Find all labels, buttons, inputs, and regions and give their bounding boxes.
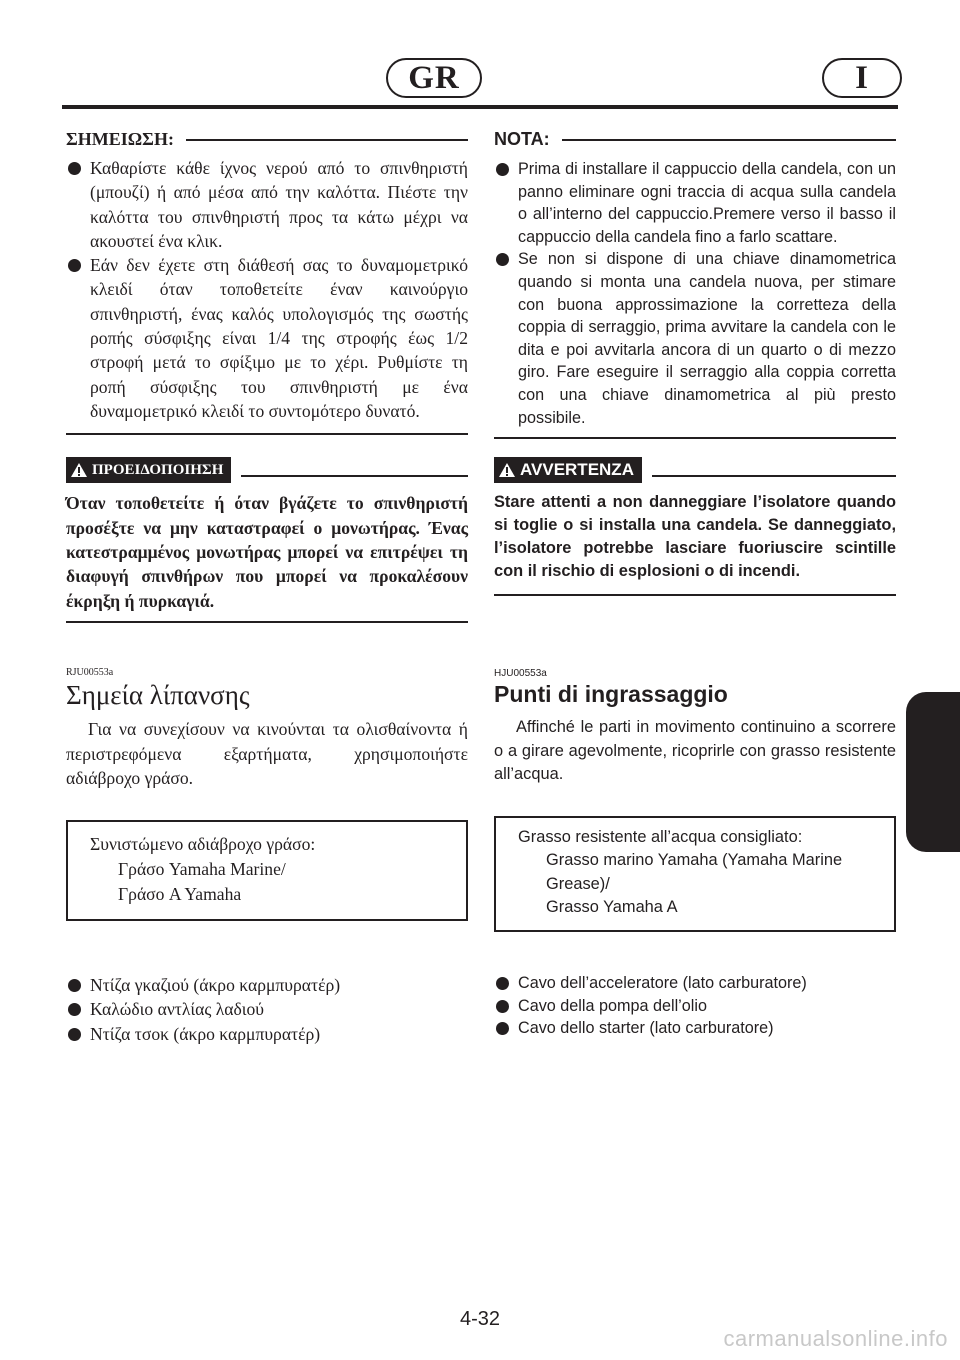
lubrication-point: Ντίζα τσοκ (άκρο καρμπυρατέρ): [66, 1022, 468, 1046]
grease-spec-line: Grasso marino Yamaha (Yamaha Marine Grease)/: [546, 851, 843, 893]
note-list: [66, 156, 468, 423]
grease-spec-box: [494, 816, 896, 932]
warning-heading: [494, 457, 896, 483]
grease-spec-box: [66, 820, 468, 921]
grease-spec-line: Γράσο A Yamaha: [118, 884, 242, 905]
warning-badge: [66, 457, 231, 483]
lubrication-point: Cavo della pompa dell’olio: [494, 995, 896, 1018]
note-heading-rule: [186, 139, 468, 141]
watermark: carmanualsonline.info: [723, 1326, 948, 1351]
note-heading-rule: [562, 139, 896, 141]
note-label: ΣΗΜΕΙΩΣΗ:: [66, 128, 174, 149]
chapter-side-tab: [906, 692, 960, 852]
lubrication-point: Cavo dell’acceleratore (lato carburatore): [494, 972, 896, 995]
lubrication-points-list: [66, 973, 468, 1046]
lubrication-points-list: [494, 972, 896, 1040]
page-number: 4-32: [459, 1308, 501, 1330]
section-code: HJU00553a: [494, 668, 547, 680]
grease-spec-line: Γράσο Yamaha Marine/: [118, 859, 286, 880]
section-code: RJU00553a: [66, 667, 114, 679]
note-list: [494, 158, 896, 429]
warning-text: Όταν τοποθετείτε ή όταν βγάζετε το σπινθηριστή προσέξτε να μην καταστραφεί ο μονωτήρας. Ένας κατεστραμμένος μονωτήρας μπορεί να επιτρέψει τη διαφυγή σπινθήρων που μπορεί να προκαλέσουν έκρηξη ή πυρκαγιά.: [66, 493, 468, 611]
warning-label: ΠΡΟΕΙΔΟΠΟΙΗΣΗ: [92, 461, 224, 478]
warning-heading-rule: [652, 475, 896, 477]
warning-end-rule: [66, 621, 468, 623]
warning-label: AVVERTENZA: [520, 460, 634, 480]
lubrication-point: Καλώδιο αντλίας λαδιού: [66, 997, 468, 1021]
grease-spec-title: Grasso resistente all’acqua consigliato:: [518, 827, 803, 846]
section-title: Punti di ingrassaggio: [494, 681, 728, 708]
note-label: NOTA:: [494, 128, 550, 149]
warning-triangle-icon: [498, 462, 516, 478]
warning-triangle-icon: [70, 462, 88, 478]
note-item: Καθαρίστε κάθε ίχνος νερού από το σπινθηριστή (μπουζί) ή από μέσα από την καλόττα. Πιέστε την καλόττα του σπινθηριστή προς τα κάτω μέχρι να ακουστεί ένα κλικ.: [66, 156, 468, 253]
section-title: Σημεία λίπανσης: [66, 680, 250, 711]
language-tag-italian: I: [822, 58, 902, 98]
warning-end-rule: [494, 594, 896, 596]
greek-column: [66, 124, 468, 1046]
warning-heading-rule: [241, 475, 468, 477]
header-rule: [62, 105, 898, 109]
section-body: Για να συνεχίσουν να κινούνται τα ολισθαίνοντα ή περιστρεφόμενα εξαρτήματα, χρησιμοποιήστε αδιάβροχο γράσο.: [66, 719, 468, 788]
warning-badge: [494, 457, 642, 483]
note-item: Εάν δεν έχετε στη διάθεσή σας το δυναμομετρικό κλειδί όταν τοποθετείτε έναν καινούργιο σπινθηριστή, ένας καλός υπολογισμός της σωστής ροπής σύσφιξης είναι 1/4 της στροφής έως 1/2 στροφή μετά το σφίξιμο με το χέρι. Ρυθμίστε τη ροπή σύσφιξης του σπινθηριστή με ένα δυναμομετρικό κλειδί το συντομότερο δυνατό.: [66, 253, 468, 423]
warning-heading: [66, 457, 468, 483]
grease-spec-line: Grasso Yamaha A: [546, 898, 678, 917]
italian-column: [494, 124, 896, 1040]
note-end-rule: [494, 437, 896, 439]
grease-spec-title: Συνιστώμενο αδιάβροχο γράσο:: [90, 834, 316, 855]
lubrication-point: Cavo dello starter (lato carburatore): [494, 1017, 896, 1040]
note-item: Prima di installare il cappuccio della candela, con un panno eliminare ogni traccia di acqua sulla candela o all’interno del cappuccio.Premere verso il basso il cappuccio della candela fino a farlo scattare.: [494, 158, 896, 248]
lubrication-point: Ντίζα γκαζιού (άκρο καρμπυρατέρ): [66, 973, 468, 997]
note-item: Se non si dispone di una chiave dinamometrica quando si monta una candela nuova, per stimare con buona approssimazione la corretteza della coppia di serraggio, prima avvitare la candela con le dita e poi avvitarla ancora di un quarto o di mezzo giro. Fare eseguire il serraggio alla coppia corretta con una chiave dinamometrica al più presto possibile.: [494, 248, 896, 429]
note-heading: [66, 124, 468, 154]
section-body: Affinché le parti in movimento continuino a scorrere o a girare agevolmente, ricoprirle con grasso resistente all’acqua.: [494, 718, 896, 783]
warning-text: Stare attenti a non danneggiare l’isolatore quando si toglie o si installa una candela. Se danneggiato, l’isolatore potrebbe lasciare fuoriuscire scintille con il rischio di esplosioni o di incendi.: [494, 493, 896, 580]
note-heading: [494, 124, 896, 154]
note-end-rule: [66, 433, 468, 435]
language-tag-greek: GR: [386, 58, 482, 98]
